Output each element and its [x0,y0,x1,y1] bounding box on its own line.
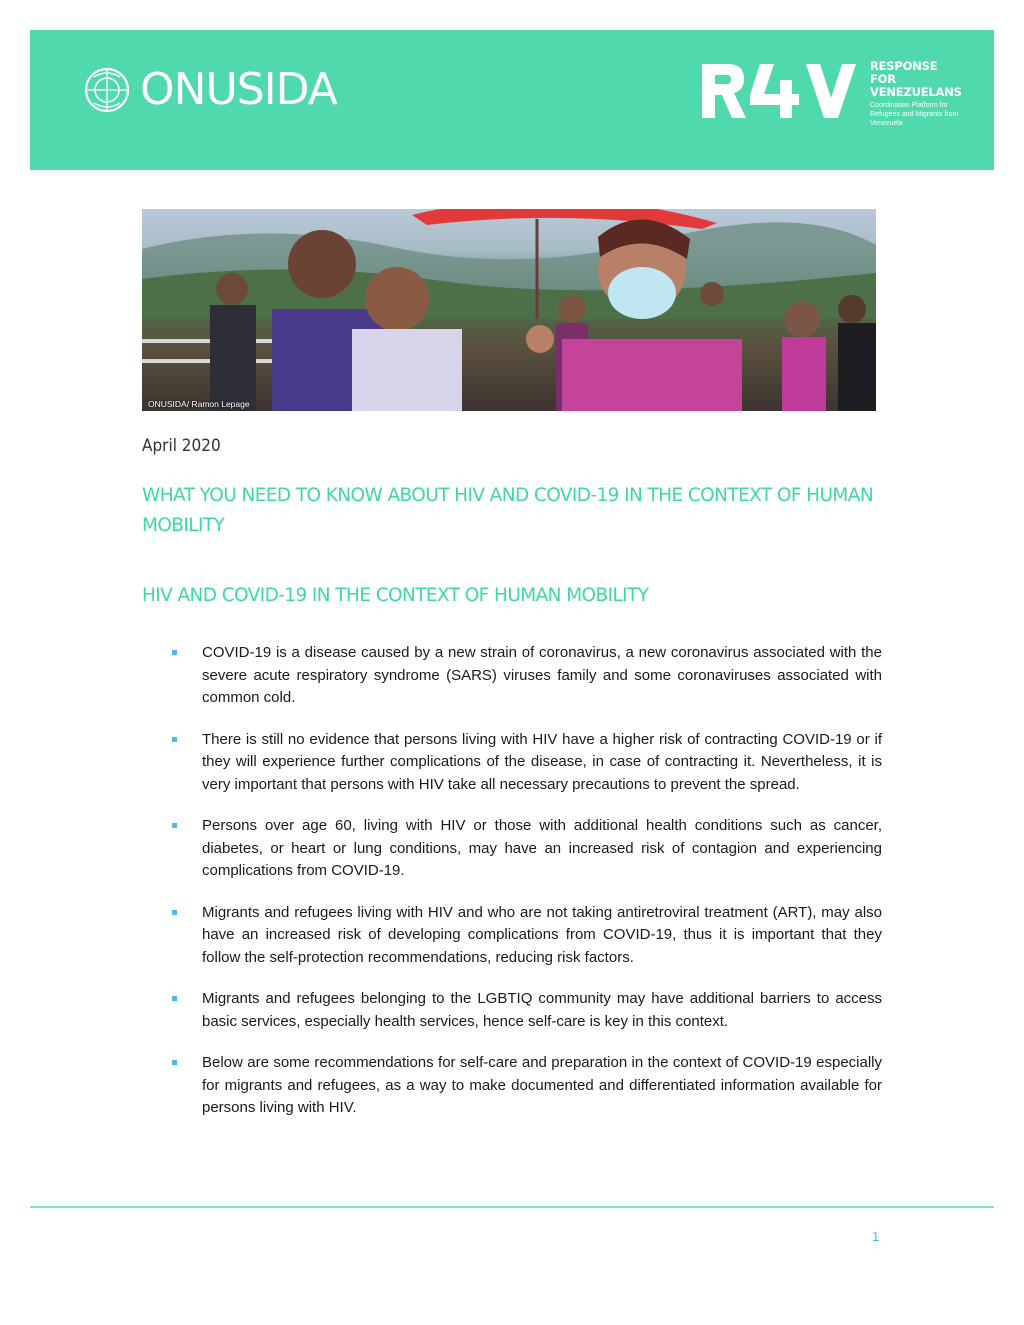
list-item [172,1052,882,1120]
bullet-square-icon [172,910,177,915]
r4v-text-block [870,60,962,128]
un-emblem-icon [82,65,132,115]
r4v-subtitle: Coordination Platform for Refugees and Migrants from Venezuela [870,102,959,127]
r4v-logo-mark [698,60,860,122]
bullet-text: Migrants and refugees belonging to the LGBTIQ community may have additional barriers to access basic services, especially health services, hence self-care is key in this context. [202,990,882,1030]
list-item [172,729,882,797]
bullet-text: Below are some recommendations for self-care and preparation in the context of COVID-19 especially for migrants and refugees, as a way to make documented and differentiated information available for persons living with HIV. [202,1054,882,1116]
footer-divider [30,1206,994,1208]
bullet-text: There is still no evidence that persons living with HIV have a higher risk of contracting COVID-19 or if they will experience further complications of the disease, in case of contracting it. Nevertheless, it is very important that persons with HIV take all necessary precautions to prevent the spread. [202,730,882,793]
list-item [172,902,882,970]
r4v-logo [698,60,962,128]
bullet-square-icon [172,996,177,1001]
header-band [30,30,994,170]
bullet-square-icon [172,823,177,828]
r4v-title: RESPONSE FOR VENEZUELANS [870,59,962,99]
bullet-list [172,642,882,1139]
cover-photo-illustration [142,209,876,411]
document-title: WHAT YOU NEED TO KNOW ABOUT HIV AND COVID-19 IN THE CONTEXT OF HUMAN MOBILITY [142,485,874,536]
onusida-logo-text: ONUSIDA [140,64,337,115]
onusida-logo [82,66,337,114]
page-number: 1 [872,1229,880,1244]
cover-photo [142,209,876,411]
bullet-square-icon [172,1060,177,1065]
bullet-text: Persons over age 60, living with HIV or those with additional health conditions such as cancer, diabetes, or heart or lung conditions, may have an increased risk of contagion and experiencing complications from COVID-19. [202,817,882,879]
photo-credit: ONUSIDA/ Ramon Lepage [148,399,250,409]
bullet-text: Migrants and refugees living with HIV and who are not taking antiretroviral treatment (ART), may also have an increased risk of developing complications from COVID-19, thus it is important that they follow the self-protection recommendations, reducing risk factors. [202,903,882,966]
bullet-square-icon [172,737,177,742]
document-date: April 2020 [142,436,221,456]
section-heading: HIV AND COVID-19 IN THE CONTEXT OF HUMAN MOBILITY [142,585,649,606]
list-item [172,642,882,710]
list-item [172,988,882,1033]
list-item [172,815,882,883]
bullet-square-icon [172,650,177,655]
bullet-text: COVID-19 is a disease caused by a new strain of coronavirus, a new coronavirus associated with the severe acute respiratory syndrome (SARS) viruses family and some coronaviruses associated with common cold. [202,644,882,706]
